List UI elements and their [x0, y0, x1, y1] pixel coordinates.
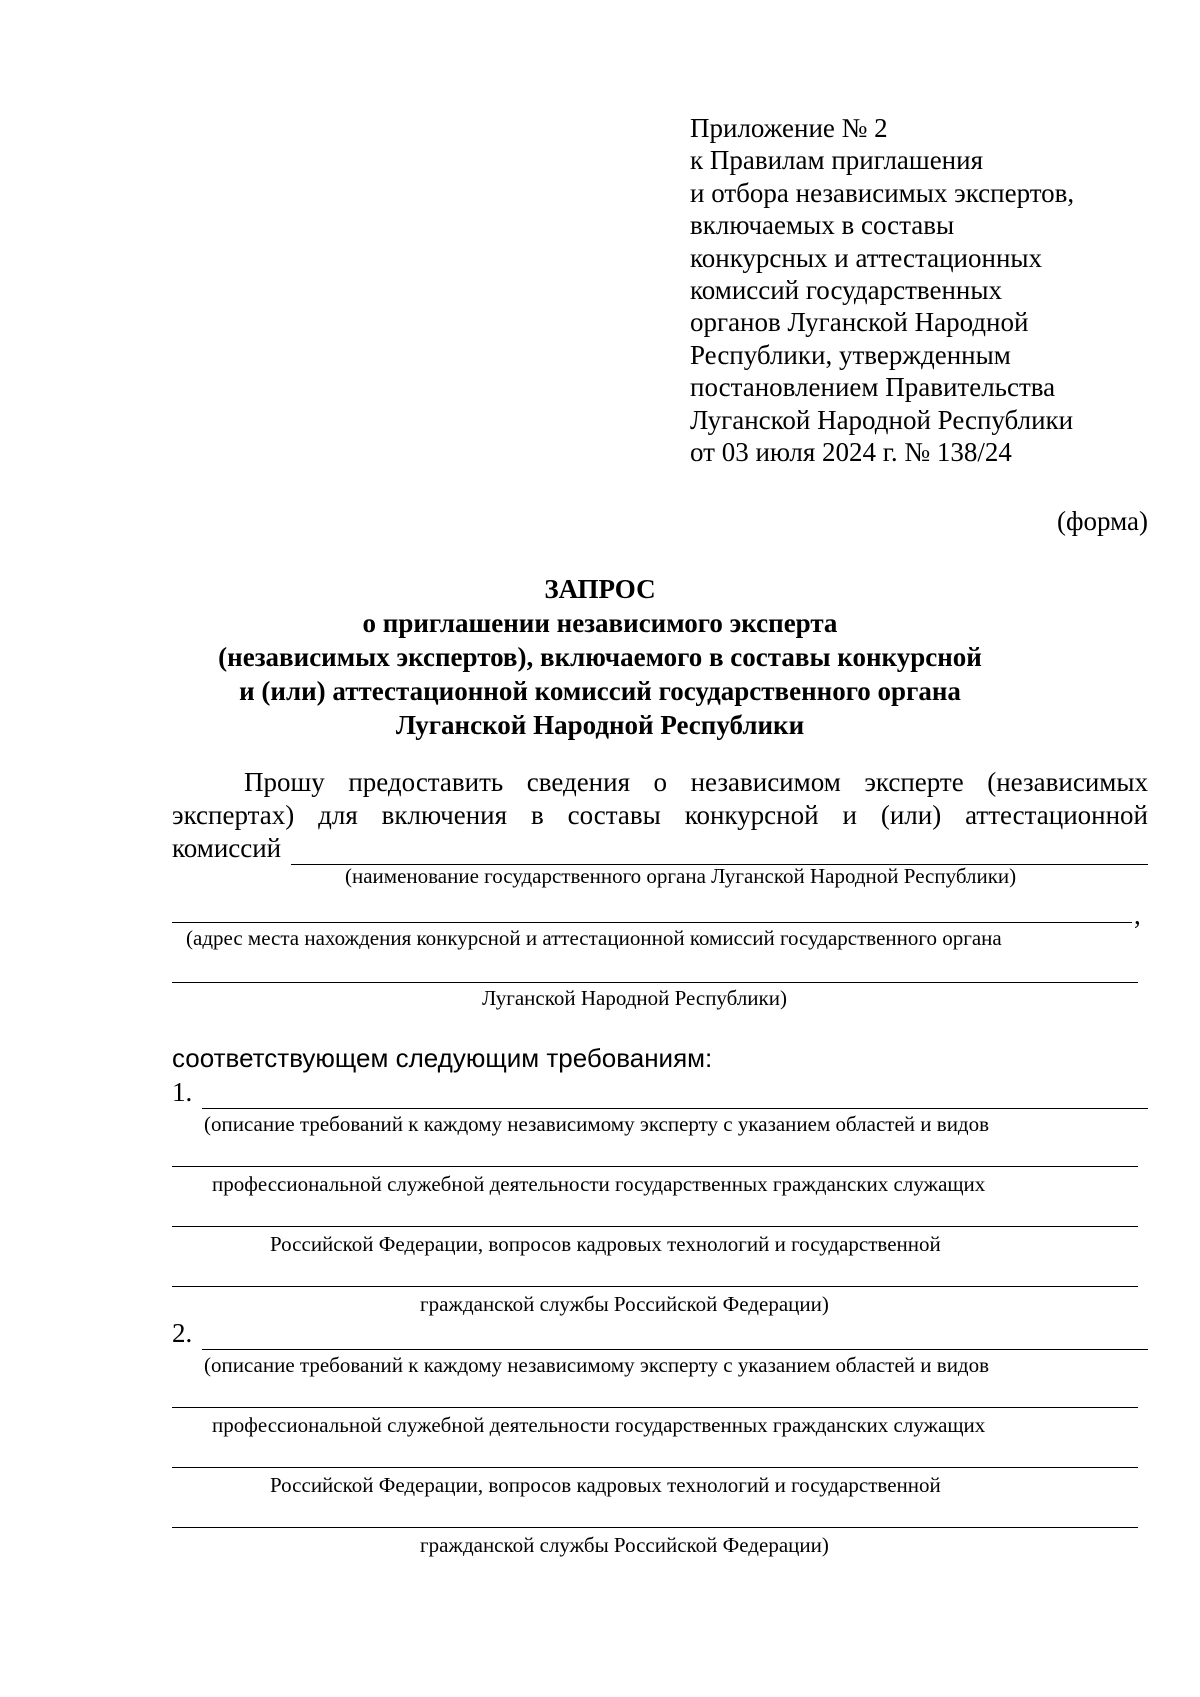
requirement-1-line-2[interactable] [172, 1166, 1138, 1167]
request-line-1: Прошу предоставить сведения о независимом эксперте (независимых [244, 767, 1148, 797]
appendix-line: включаемых в составы [690, 210, 955, 241]
appendix-line: постановлением Правительства [690, 372, 1056, 403]
requirement-2-line-2[interactable] [172, 1407, 1138, 1408]
title-line: о приглашении независимого эксперта [362, 608, 838, 638]
organ-name-caption: (наименование государственного органа Луганской Народной Республики) [345, 864, 1017, 888]
request-paragraph [172, 766, 1148, 832]
form-label: (форма) [1057, 506, 1148, 536]
requirement-1-line-3[interactable] [172, 1226, 1138, 1227]
requirement-1-caption-1: (описание требований к каждому независимому эксперту с указанием областей и видов [204, 1112, 990, 1136]
requirement-1-caption-3: Российской Федерации, вопросов кадровых технологий и государственной [270, 1232, 941, 1256]
appendix-line: Приложение № 2 [690, 113, 888, 143]
commission-label: комиссий [172, 833, 282, 863]
requirement-1-caption-2: профессиональной служебной деятельности государственных гражданских служащих [212, 1172, 986, 1196]
title-line: ЗАПРОС [544, 574, 656, 604]
appendix-line: Луганской Народной Республики [690, 404, 1074, 435]
requirement-2-number: 2. [172, 1318, 193, 1348]
address-caption-1: (адрес места нахождения конкурсной и аттестационной комиссий государственного органа [186, 926, 1002, 950]
title-line: (независимых экспертов), включаемого в составы конкурсной [218, 642, 982, 672]
document-title [0, 572, 1200, 742]
address-caption-2: Луганской Народной Республики) [482, 986, 787, 1010]
requirement-1-row [172, 1076, 1148, 1109]
requirement-2-field[interactable] [202, 1323, 1148, 1350]
appendix-line: органов Луганской Народной [690, 307, 1029, 338]
requirement-2-caption-3: Российской Федерации, вопросов кадровых технологий и государственной [270, 1473, 941, 1497]
commission-field-row [172, 832, 1148, 865]
requirement-2-caption-2: профессиональной служебной деятельности государственных гражданских служащих [212, 1413, 986, 1437]
title-line: и (или) аттестационной комиссий государственного органа [239, 676, 961, 706]
requirement-1-caption-4: гражданской службы Российской Федерации) [420, 1292, 829, 1316]
requirement-2-line-3[interactable] [172, 1467, 1138, 1468]
requirement-2-caption-1: (описание требований к каждому независимому эксперту с указанием областей и видов [204, 1353, 990, 1377]
address-field-line-1[interactable] [172, 922, 1132, 923]
requirement-2-caption-4: гражданской службы Российской Федерации) [420, 1533, 829, 1557]
title-line: Луганской Народной Республики [395, 710, 805, 740]
requirement-1-field[interactable] [202, 1082, 1148, 1109]
requirements-heading: соответствующем следующим требованиям: [172, 1043, 713, 1073]
appendix-line: к Правилам приглашения [690, 145, 983, 176]
appendix-line: Республики, утвержденным [690, 339, 1011, 370]
appendix-line: от 03 июля 2024 г. № 138/24 [690, 437, 1012, 468]
appendix-line: и отбора независимых экспертов, [690, 177, 1075, 208]
request-line-2: экспертах) для включения в составы конкурсной и (или) аттестационной [172, 800, 1148, 830]
address-comma: , [1134, 900, 1141, 930]
organ-name-field[interactable] [291, 838, 1148, 865]
appendix-header [690, 112, 1150, 468]
requirement-2-line-4[interactable] [172, 1527, 1138, 1528]
appendix-line: конкурсных и аттестационных [690, 242, 1043, 273]
appendix-line: комиссий государственных [690, 275, 1003, 306]
requirement-2-row [172, 1317, 1148, 1350]
requirement-1-line-4[interactable] [172, 1286, 1138, 1287]
address-field-line-2[interactable] [172, 982, 1138, 983]
requirement-1-number: 1. [172, 1077, 193, 1107]
